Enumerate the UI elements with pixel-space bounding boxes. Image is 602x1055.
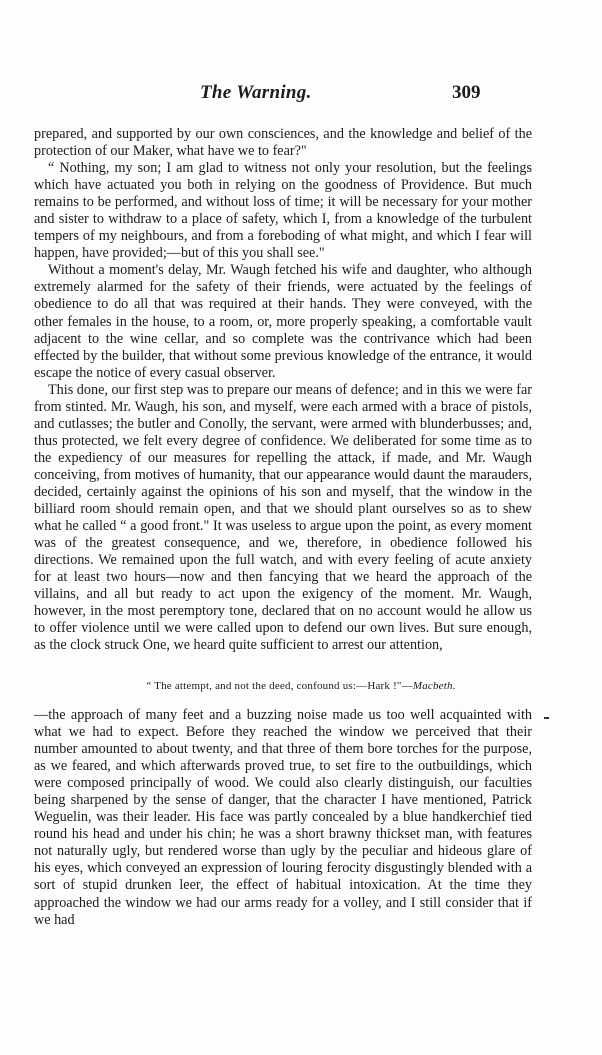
paragraph: This done, our first step was to prepare our means of defence; and in this we were far from stinted. Mr. Waugh, his son, and myself, were each armed with a brace of pistols, and cutlasses; the butler and Conolly, the servant, were armed with blunderbusses; and, thus protected, we felt every degree of confidence. We deliberated for some time as to the expediency of our measures for repelling the attack, if made, and Mr. Waugh conceiving, from motives of humanity, that our appearance would daunt the marauders, decided, certainly against the opinions of his son and myself, that the window in the billiard room should remain open, and that we should plant ourselves so as to shew what he called “ a good front." It was useless to argue upon the point, as every moment was of the greatest consequence, and we, therefore, in obedience followed his directions. We remained upon the full watch, and with every feeling of acute anxiety for at least two hours—now and then fancying that we heard the approach of the villains, and all but ready to act upon the exigency of the moment. Mr. Waugh, however, in the most peremptory tone, declared that on no account would he allow us to offer violence until we were called upon to defend our own lives. But sure enough, as the clock struck One, we heard quite sufficient to arrest our attention, (34, 381, 532, 654)
page-number: 309 (452, 82, 481, 103)
body-text-bottom (34, 707, 532, 929)
paragraph: prepared, and supported by our own consciences, and the knowledge and belief of the protection of our Maker, what have we to fear?" (34, 126, 532, 160)
epigraph-source: Macbeth. (412, 680, 456, 692)
epigraph (0, 680, 602, 692)
running-header (0, 82, 602, 112)
paragraph: —the approach of many feet and a buzzing noise made us too well acquainted with what we had to expect. Before they reached the window we perceived that their number amounted to about twenty, and that three of them bore torches for the purpose, as we feared, and which afterwards proved true, to set fire to the outbuildings, which were composed principally of wood. We could also clearly distinguish, our faculties being sharpened by the sense of danger, that the character I have mentioned, Patrick Weguelin, was their leader. His face was partly concealed by a blue handkerchief tied round his head and under his chin; he was a short brawny thickset man, with features not naturally ugly, but rendered worse than ugly by the peculiar and hideous glare of his eyes, which conveyed an expression of louring ferocity disgustingly blended with a sort of stupid drunken leer, the effect of habitual intoxication. At the time they approached the window we had our arms ready for a volley, and I still consider that if we had (34, 707, 532, 928)
epigraph-quote: “ The attempt, and not the deed, confound us:—Hark !"— (146, 680, 413, 692)
margin-mark (544, 717, 549, 719)
body-text-top (34, 126, 532, 654)
paragraph: Without a moment's delay, Mr. Waugh fetched his wife and daughter, who although extremely alarmed for the safety of their friends, were actuated by the feelings of obedience to do all that was required at their hands. They were conveyed, with the other females in the house, to a room, or, more properly speaking, a comfortable vault adjacent to the wine cellar, and so complete was the contrivance which had been effected by the builder, that without some previous knowledge of the entrance, it would escape the notice of every casual observer. (34, 262, 532, 381)
paragraph: “ Nothing, my son; I am glad to witness not only your resolution, but the feelings which have actuated you both in relying on the goodness of Providence. But much remains to be performed, and without loss of time; it will be necessary for your mother and sister to withdraw to a place of safety, which I, from a knowledge of the turbulent tempers of my neighbours, and from a foreboding of what might, and which I fear will happen, have provided;—but of this you shall see." (34, 160, 532, 262)
running-title: The Warning. (200, 82, 312, 103)
